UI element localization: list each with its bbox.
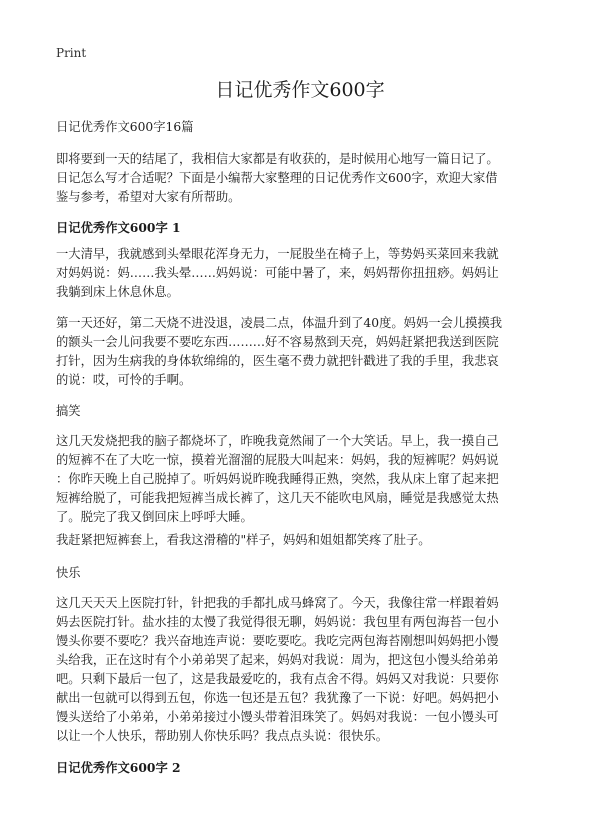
paragraph-line: 这几天天天上医院打针，针把我的手都扎成马蜂窝了。今天，我像往常一样跟着妈 xyxy=(56,596,499,610)
paragraph-line: 第一天还好，第二天烧不进没退，凌晨二点，体温升到了40度。妈妈一会儿摸摸我 xyxy=(56,316,503,330)
paragraph-line: 了。脱完了我又倒回床上呼呼大睡。 xyxy=(56,510,253,524)
section-heading-2 xyxy=(56,758,550,777)
paragraph-line: 一大清早，我就感到头晕眼花浑身无力，一屁股坐在椅子上，等势妈买菜回来我就 xyxy=(56,247,499,261)
paragraph-line: 献出一包就可以得到五包，你选一包还是五包？我犹豫了一下说：好吧。妈妈把小 xyxy=(56,691,499,705)
section-heading-1 xyxy=(56,218,550,237)
paragraph-line: 即将要到一天的结尾了，我相信大家都是有收获的，是时候用心地写一篇日记了。 xyxy=(56,152,499,166)
paragraph-4 xyxy=(56,531,550,550)
paragraph-line: ：你昨天晚上自己脱掉了。听妈妈说昨晚我睡得正熟，突然，我从床上窜了起来把 xyxy=(56,472,499,486)
paragraph-line: 短裤给脱了，可能我把短裤当成长裤了，这几天不能吹电风扇，睡觉是我感觉太热 xyxy=(56,491,499,505)
paragraph-line: 妈去医院打针。盐水挂的太慢了我觉得很无聊，妈妈说：我包里有两包海苔一包小 xyxy=(56,615,499,629)
paragraph-line: 的额头一会儿问我要不要吃东西………好不容易熬到天亮，妈妈赶紧把我送到医院 xyxy=(56,335,499,349)
paragraph-line: 鉴与参考，希望对大家有所帮助。 xyxy=(56,190,241,204)
paragraph-line: 这几天发烧把我的脑子都烧坏了，昨晚我竟然闹了一个大笑话。早上，我一摸自己 xyxy=(56,434,499,448)
intro-paragraph xyxy=(56,150,550,207)
paragraph-line: 的短裤不在了大吃一惊，摸着光溜溜的屁股大叫起来：妈妈，我的短裤呢？妈妈说 xyxy=(56,453,499,467)
paragraph-3 xyxy=(56,432,550,527)
sub-heading-text: 快乐 xyxy=(56,566,81,580)
paragraph-line: 日记怎么写才合适呢？下面是小编帮大家整理的日记优秀作文600字，欢迎大家借 xyxy=(56,171,498,185)
document-subtitle xyxy=(56,118,550,137)
paragraph-line: 对妈妈说：妈……我头晕……妈妈说：可能中暑了，来，妈妈帮你扭扭痧。妈妈让 xyxy=(56,266,499,280)
paragraph-line: 以让一个人快乐，帮助别人你快乐吗？我点点头说：很快乐。 xyxy=(56,729,389,743)
paragraph-line: 馒头送给了小弟弟，小弟弟接过小馒头带着泪珠笑了。妈妈对我说：一包小馒头可 xyxy=(56,710,499,724)
sub-heading-text: 搞笑 xyxy=(56,404,81,418)
paragraph-1 xyxy=(56,245,550,302)
section-heading-text: 日记优秀作文600字 2 xyxy=(56,760,181,775)
paragraph-5 xyxy=(56,594,550,746)
print-link[interactable]: Print xyxy=(56,46,87,60)
section-heading-text: 日记优秀作文600字 1 xyxy=(56,220,181,235)
paragraph-line: 馒头你要不要吃？我兴奋地连声说：要吃要吃。我吃完两包海苔刚想叫妈妈把小馒 xyxy=(56,634,499,648)
paragraph-line: 打针，因为生病我的身体软绵绵的，医生毫不费力就把针戳进了我的手里，我悲哀 xyxy=(56,354,499,368)
paragraph-line: 我赶紧把短裤套上，看我这滑稽的"样子，妈妈和姐姐都笑疼了肚子。 xyxy=(56,533,431,547)
sub-heading-2 xyxy=(56,564,550,583)
page-title: 日记优秀作文600字 xyxy=(215,79,385,101)
paragraph-line: 的说：哎，可怜的手啊。 xyxy=(56,373,192,387)
subtitle-text: 日记优秀作文600字16篇 xyxy=(56,120,194,134)
paragraph-line: 吧。只剩下最后一包了，这是我最爱吃的，我有点舍不得。妈妈又对我说：只要你 xyxy=(56,672,499,686)
paragraph-2 xyxy=(56,314,550,390)
paragraph-line: 头给我，正在这时有个小弟弟哭了起来，妈妈对我说：周为，把这包小馒头给弟弟 xyxy=(56,653,499,667)
paragraph-line: 我躺到床上休息休息。 xyxy=(56,285,179,299)
sub-heading-1 xyxy=(56,402,550,421)
